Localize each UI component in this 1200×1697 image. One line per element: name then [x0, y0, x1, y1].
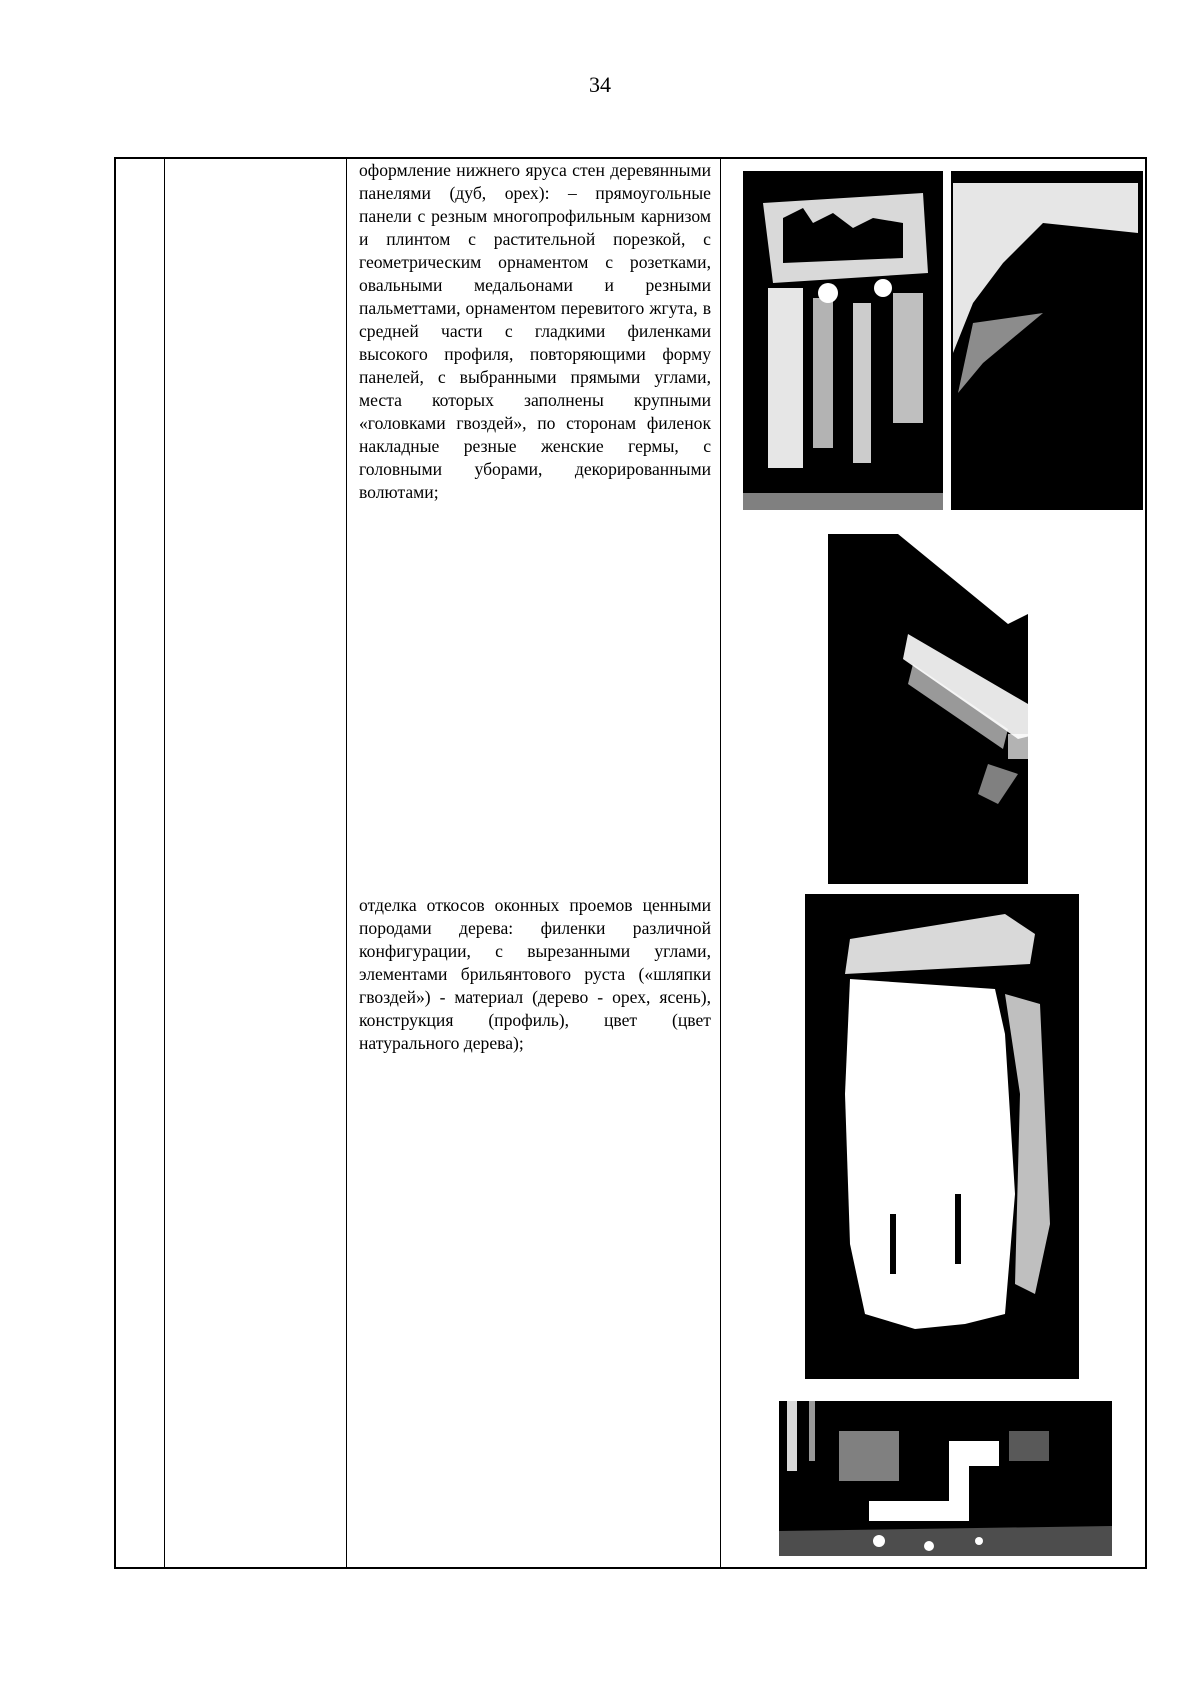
- photo-window-reveal-2: [779, 1401, 1112, 1556]
- page-number: 34: [589, 72, 611, 97]
- photo-window-reveal-1: [805, 894, 1079, 1379]
- photo-wall-panels-1: [743, 163, 1143, 510]
- description-window-reveals: отделка откосов оконных проемов ценными породами дерева: филенки различной конфигурации, с вырезанными углами, элементами брильянтового руста («шляпки гвоздей») - материал (дерево - орех, ясень), конструкция (профиль), цвет (цвет натурального дерева);: [359, 895, 711, 1053]
- description-wall-panels: оформление нижнего яруса стен деревянными панелями (дуб, орех): – прямоугольные панели с резным многопрофильным карнизом и плинтом с растительной порезкой, с геометрическим орнаментом с розетками, овальными медальонами и резными пальметтами, орнаментом перевитого жгута, в средней части с гладкими филенками высокого профиля, повторяющими форму панелей, с выбранными прямыми углами, места которых заполнены крупными «головками гвоздей», по сторонам филенок накладные резные женские гермы, с головными уборами, декорированными волютами;: [359, 160, 711, 502]
- content-table: [114, 157, 1147, 1569]
- column-divider-1: [164, 159, 165, 1567]
- column-divider-3: [720, 159, 721, 1567]
- photo-wall-panels-2: [828, 534, 1054, 884]
- column-divider-2: [346, 159, 347, 1567]
